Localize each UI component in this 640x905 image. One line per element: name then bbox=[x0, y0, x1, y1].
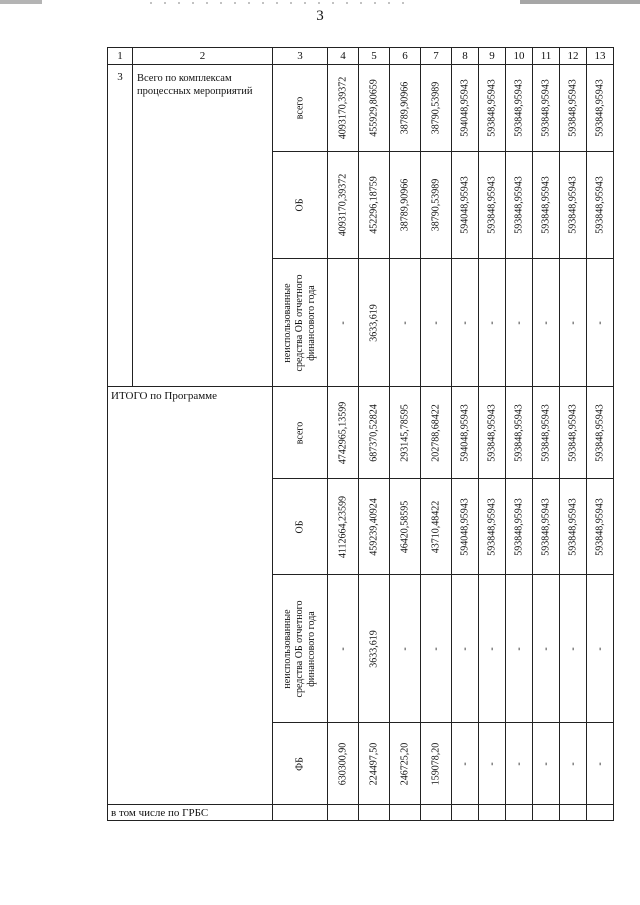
value-cell bbox=[328, 152, 359, 259]
cell-value: 459239,40924 bbox=[368, 497, 380, 556]
cell-value: - bbox=[567, 761, 579, 766]
row-number: 3 bbox=[117, 71, 123, 83]
row-number-cell bbox=[108, 65, 133, 387]
value-cell bbox=[506, 152, 533, 259]
value-cell bbox=[560, 152, 587, 259]
cell-value: 593848,95943 bbox=[540, 403, 552, 462]
header-cell: 2 bbox=[133, 48, 273, 65]
row-label-cell bbox=[273, 575, 328, 723]
cell-value: 246725,20 bbox=[399, 742, 411, 785]
value-cell bbox=[328, 479, 359, 575]
value-cell bbox=[479, 259, 506, 387]
cell-value: - bbox=[594, 761, 606, 766]
value-cell bbox=[587, 259, 614, 387]
value-cell bbox=[587, 65, 614, 152]
footer-label-cell bbox=[108, 805, 273, 821]
value-cell bbox=[560, 65, 587, 152]
value-cell bbox=[452, 387, 479, 479]
cell-value: 593848,95943 bbox=[594, 403, 606, 462]
header-cell: 5 bbox=[359, 48, 390, 65]
value-cell bbox=[506, 575, 533, 723]
cell-value: 593848,95943 bbox=[513, 403, 525, 462]
value-cell bbox=[506, 723, 533, 805]
footer-label: в том числе по ГРБС bbox=[111, 807, 209, 819]
value-cell bbox=[560, 479, 587, 575]
header-cell: 10 bbox=[506, 48, 533, 65]
cell-value: 594048,95943 bbox=[459, 403, 471, 462]
cell-value: 593848,95943 bbox=[486, 176, 498, 234]
empty-cell bbox=[479, 805, 506, 821]
cell-value: 455929,80659 bbox=[368, 79, 380, 137]
value-cell bbox=[533, 259, 560, 387]
value-cell bbox=[452, 723, 479, 805]
value-cell bbox=[587, 152, 614, 259]
cell-value: 594048,95943 bbox=[459, 497, 471, 556]
value-cell bbox=[421, 65, 452, 152]
cell-value: - bbox=[337, 646, 349, 651]
cell-value: 46420,58595 bbox=[399, 500, 411, 553]
cell-value: 38789,90966 bbox=[399, 81, 411, 135]
cell-value: 4093170,39372 bbox=[337, 173, 349, 237]
empty-cell bbox=[506, 805, 533, 821]
cell-value: 593848,95943 bbox=[513, 176, 525, 234]
value-cell bbox=[328, 65, 359, 152]
value-cell bbox=[452, 575, 479, 723]
cell-value: - bbox=[399, 646, 411, 651]
cell-value: 687370,52824 bbox=[368, 403, 380, 462]
empty-cell bbox=[421, 805, 452, 821]
value-cell bbox=[421, 259, 452, 387]
header-cell: 6 bbox=[390, 48, 421, 65]
value-cell bbox=[328, 259, 359, 387]
value-cell bbox=[587, 575, 614, 723]
value-cell bbox=[479, 65, 506, 152]
cell-value: 159078,20 bbox=[430, 742, 442, 785]
value-cell bbox=[479, 723, 506, 805]
cell-value: 4093170,39372 bbox=[337, 76, 349, 140]
cell-value: 594048,95943 bbox=[459, 176, 471, 234]
cell-value: 593848,95943 bbox=[567, 497, 579, 556]
header-cell: 8 bbox=[452, 48, 479, 65]
value-cell bbox=[506, 479, 533, 575]
value-cell bbox=[533, 575, 560, 723]
cell-value: 224497,50 bbox=[368, 742, 380, 785]
row-label-cell bbox=[273, 723, 328, 805]
value-cell bbox=[452, 65, 479, 152]
cell-value: - bbox=[459, 646, 471, 651]
value-cell bbox=[359, 387, 390, 479]
cell-value: - bbox=[594, 646, 606, 651]
cell-value: - bbox=[513, 320, 525, 325]
cell-value: - bbox=[594, 320, 606, 325]
header-cell: 4 bbox=[328, 48, 359, 65]
cell-value: 452296,18759 bbox=[368, 176, 380, 234]
cell-value: - bbox=[486, 761, 498, 766]
value-cell bbox=[479, 152, 506, 259]
cell-value: 593848,95943 bbox=[540, 497, 552, 556]
cell-value: - bbox=[540, 761, 552, 766]
cell-value: 593848,95943 bbox=[594, 79, 606, 137]
cell-value: 593848,95943 bbox=[567, 79, 579, 137]
cell-value: - bbox=[430, 646, 442, 651]
cell-value: 3633,619 bbox=[368, 303, 380, 342]
page-number: 3 bbox=[316, 8, 324, 24]
row-label: неиспользованные средства ОБ отчетного финансового года bbox=[282, 274, 317, 371]
header-cell: 12 bbox=[560, 48, 587, 65]
cell-value: 3633,619 bbox=[368, 629, 380, 668]
cell-value: - bbox=[567, 320, 579, 325]
cell-value: - bbox=[513, 646, 525, 651]
row-label-cell bbox=[273, 259, 328, 387]
header-cell: 13 bbox=[587, 48, 614, 65]
value-cell bbox=[359, 152, 390, 259]
cell-value: 593848,95943 bbox=[540, 79, 552, 137]
value-cell bbox=[587, 479, 614, 575]
row-label: ОБ bbox=[294, 198, 306, 212]
scan-artifact-right bbox=[520, 0, 640, 4]
row-name-cell bbox=[133, 65, 273, 387]
value-cell bbox=[328, 723, 359, 805]
empty-cell bbox=[533, 805, 560, 821]
value-cell bbox=[390, 387, 421, 479]
value-cell bbox=[452, 152, 479, 259]
cell-value: - bbox=[486, 320, 498, 325]
value-cell bbox=[359, 259, 390, 387]
total-label: ИТОГО по Программе bbox=[111, 390, 218, 402]
cell-value: 593848,95943 bbox=[486, 79, 498, 137]
header-cell: 11 bbox=[533, 48, 560, 65]
cell-value: 593848,95943 bbox=[486, 497, 498, 556]
cell-value: - bbox=[399, 320, 411, 325]
value-cell bbox=[359, 575, 390, 723]
cell-value: - bbox=[430, 320, 442, 325]
header-row bbox=[108, 48, 614, 65]
header-cell: 9 bbox=[479, 48, 506, 65]
cell-value: 38789,90966 bbox=[399, 178, 411, 232]
value-cell bbox=[560, 259, 587, 387]
empty-cell bbox=[273, 805, 328, 821]
value-cell bbox=[390, 259, 421, 387]
cell-value: 593848,95943 bbox=[567, 403, 579, 462]
cell-value: 630300,90 bbox=[337, 742, 349, 785]
value-cell bbox=[560, 575, 587, 723]
row-label-cell bbox=[273, 152, 328, 259]
empty-cell bbox=[587, 805, 614, 821]
table-row bbox=[108, 65, 614, 152]
financing-table bbox=[107, 47, 614, 821]
row-label: ОБ bbox=[294, 520, 306, 533]
value-cell bbox=[421, 479, 452, 575]
value-cell bbox=[328, 575, 359, 723]
cell-value: 4742965,13599 bbox=[337, 401, 349, 464]
cell-value: 593848,95943 bbox=[594, 176, 606, 234]
value-cell bbox=[421, 575, 452, 723]
cell-value: 202788,68422 bbox=[430, 403, 442, 462]
value-cell bbox=[587, 387, 614, 479]
cell-value: 38790,53989 bbox=[430, 178, 442, 232]
value-cell bbox=[479, 387, 506, 479]
cell-value: - bbox=[486, 646, 498, 651]
value-cell bbox=[390, 152, 421, 259]
cell-value: 593848,95943 bbox=[513, 497, 525, 556]
value-cell bbox=[506, 387, 533, 479]
header-cell: 1 bbox=[108, 48, 133, 65]
value-cell bbox=[533, 723, 560, 805]
empty-cell bbox=[452, 805, 479, 821]
value-cell bbox=[533, 152, 560, 259]
cell-value: 593848,95943 bbox=[540, 176, 552, 234]
row-name: Всего по комплексам процессных мероприятий bbox=[137, 73, 253, 97]
cell-value: 293145,78595 bbox=[399, 403, 411, 462]
value-cell bbox=[533, 387, 560, 479]
value-cell bbox=[390, 575, 421, 723]
cell-value: - bbox=[459, 761, 471, 766]
row-label-cell bbox=[273, 479, 328, 575]
value-cell bbox=[421, 152, 452, 259]
row-label: неиспользованные средства ОБ отчетного финансового года bbox=[282, 600, 317, 697]
cell-value: 4112664,23599 bbox=[337, 495, 349, 558]
row-label: ФБ bbox=[294, 756, 306, 771]
value-cell bbox=[506, 65, 533, 152]
cell-value: - bbox=[513, 761, 525, 766]
value-cell bbox=[359, 479, 390, 575]
value-cell bbox=[506, 259, 533, 387]
table-row bbox=[108, 387, 614, 479]
value-cell bbox=[452, 259, 479, 387]
value-cell bbox=[328, 387, 359, 479]
value-cell bbox=[452, 479, 479, 575]
value-cell bbox=[421, 723, 452, 805]
cell-value: 593848,95943 bbox=[567, 176, 579, 234]
row-label-cell bbox=[273, 65, 328, 152]
value-cell bbox=[479, 479, 506, 575]
total-label-cell bbox=[108, 387, 273, 805]
value-cell bbox=[560, 723, 587, 805]
empty-cell bbox=[390, 805, 421, 821]
cell-value: - bbox=[337, 320, 349, 325]
cell-value: - bbox=[567, 646, 579, 651]
cell-value: 593848,95943 bbox=[513, 79, 525, 137]
header-cell: 3 bbox=[273, 48, 328, 65]
value-cell bbox=[479, 575, 506, 723]
cell-value: - bbox=[540, 646, 552, 651]
cell-value: 38790,53989 bbox=[430, 81, 442, 135]
value-cell bbox=[587, 723, 614, 805]
value-cell bbox=[390, 723, 421, 805]
value-cell bbox=[533, 65, 560, 152]
row-label-cell bbox=[273, 387, 328, 479]
cell-value: 593848,95943 bbox=[594, 497, 606, 556]
value-cell bbox=[359, 723, 390, 805]
value-cell bbox=[560, 387, 587, 479]
row-label: всего bbox=[294, 96, 306, 120]
header-cell: 7 bbox=[421, 48, 452, 65]
cell-value: 43710,48422 bbox=[430, 500, 442, 553]
empty-cell bbox=[560, 805, 587, 821]
value-cell bbox=[359, 65, 390, 152]
cell-value: - bbox=[540, 320, 552, 325]
footer-row bbox=[108, 805, 614, 821]
row-label: всего bbox=[294, 421, 306, 444]
empty-cell bbox=[328, 805, 359, 821]
scan-artifact-left bbox=[0, 0, 42, 4]
value-cell bbox=[390, 479, 421, 575]
value-cell bbox=[421, 387, 452, 479]
cell-value: - bbox=[459, 320, 471, 325]
value-cell bbox=[533, 479, 560, 575]
cell-value: 594048,95943 bbox=[459, 79, 471, 137]
cell-value: 593848,95943 bbox=[486, 403, 498, 462]
scan-artifact-dots bbox=[150, 2, 410, 4]
value-cell bbox=[390, 65, 421, 152]
empty-cell bbox=[359, 805, 390, 821]
